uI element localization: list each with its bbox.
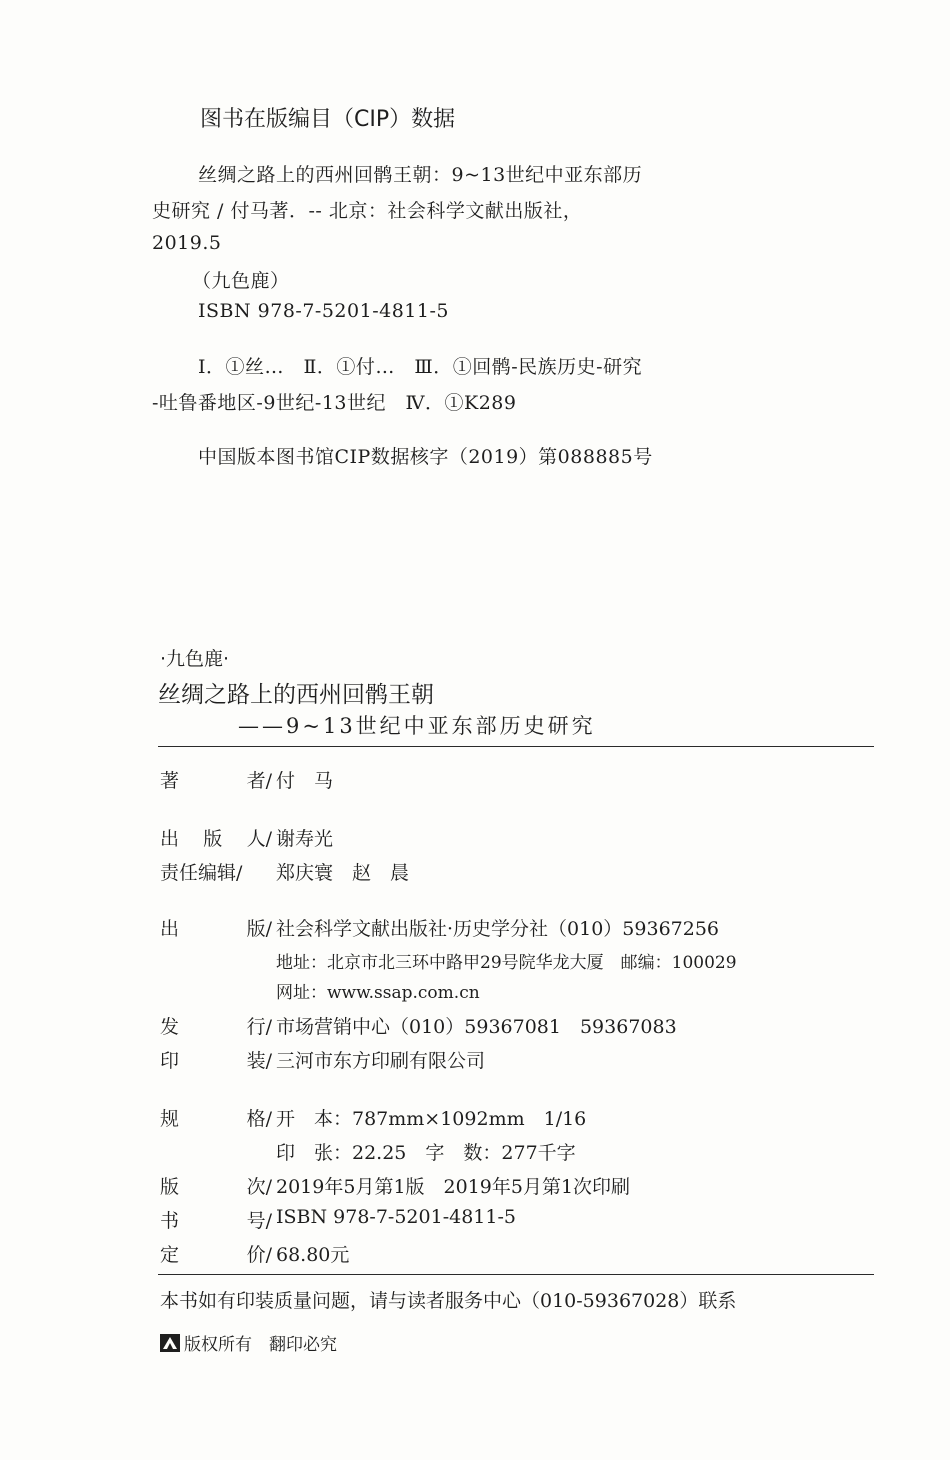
cip-line-8: 中国版本图书馆CIP数据核字（2019）第088885号 <box>198 446 653 468</box>
cip-line-1: 丝绸之路上的西州回鹘王朝：9~13世纪中亚东部历 <box>198 164 643 186</box>
distribution-label: 发 行/ <box>160 1016 272 1038</box>
printing-value: 三河市东方印刷有限公司 <box>276 1050 486 1072</box>
cip-line-6: Ⅰ．①丝… Ⅱ．①付… Ⅲ．①回鹘-民族历史-研究 <box>198 356 643 378</box>
editor-value: 郑庆寰 赵 晨 <box>276 862 410 884</box>
editor-label: 责任编辑/ <box>160 862 243 884</box>
rights-text: 版权所有 翻印必究 <box>184 1335 337 1355</box>
publisher-person-value: 谢寿光 <box>276 828 334 850</box>
cip-heading: 图书在版编目（CIP）数据 <box>200 107 456 132</box>
publish-value: 社会科学文献出版社·历史学分社（010）59367256 <box>276 918 720 940</box>
edition-label: 版 次/ <box>160 1176 272 1198</box>
printing-label: 印 装/ <box>160 1050 272 1072</box>
cip-line-4: （九色鹿） <box>192 270 290 292</box>
author-value: 付 马 <box>276 770 334 792</box>
series-tag: ·九色鹿· <box>160 648 230 670</box>
spec-value: 开 本：787mm×1092mm 1/16 <box>276 1108 587 1130</box>
cip-line-7: -吐鲁番地区-9世纪-13世纪 Ⅳ．①K289 <box>152 392 517 414</box>
isbn-label: 书 号/ <box>160 1210 272 1232</box>
publisher-logo-icon <box>160 1334 180 1352</box>
isbn-value: ISBN 978-7-5201-4811-5 <box>276 1206 516 1228</box>
distribution-value: 市场营销中心（010）59367081 59367083 <box>276 1016 677 1038</box>
price-value: 68.80元 <box>276 1244 350 1266</box>
quality-notice: 本书如有印装质量问题，请与读者服务中心（010-59367028）联系 <box>160 1290 737 1312</box>
top-rule <box>158 746 874 747</box>
book-subtitle: ——9~13世纪中亚东部历史研究 <box>238 714 596 738</box>
publisher-website: 网址：www.ssap.com.cn <box>276 983 480 1003</box>
cip-line-2: 史研究 / 付马著．-- 北京：社会科学文献出版社， <box>152 200 583 222</box>
edition-value: 2019年5月第1版 2019年5月第1次印刷 <box>276 1176 631 1198</box>
spec-sub: 印 张：22.25 字 数：277千字 <box>276 1142 576 1164</box>
bottom-rule <box>158 1274 874 1275</box>
publisher-person-label: 出 版 人/ <box>160 828 272 850</box>
publish-label: 出 版/ <box>160 918 272 940</box>
cip-line-5: ISBN 978-7-5201-4811-5 <box>198 300 449 322</box>
publisher-address: 地址：北京市北三环中路甲29号院华龙大厦 邮编：100029 <box>276 953 737 973</box>
rights-line <box>160 1330 337 1355</box>
book-title: 丝绸之路上的西州回鹘王朝 <box>158 682 434 708</box>
author-label: 著 者/ <box>160 770 272 792</box>
price-label: 定 价/ <box>160 1244 272 1266</box>
spec-label: 规 格/ <box>160 1108 272 1130</box>
cip-line-3: 2019.5 <box>152 232 222 254</box>
